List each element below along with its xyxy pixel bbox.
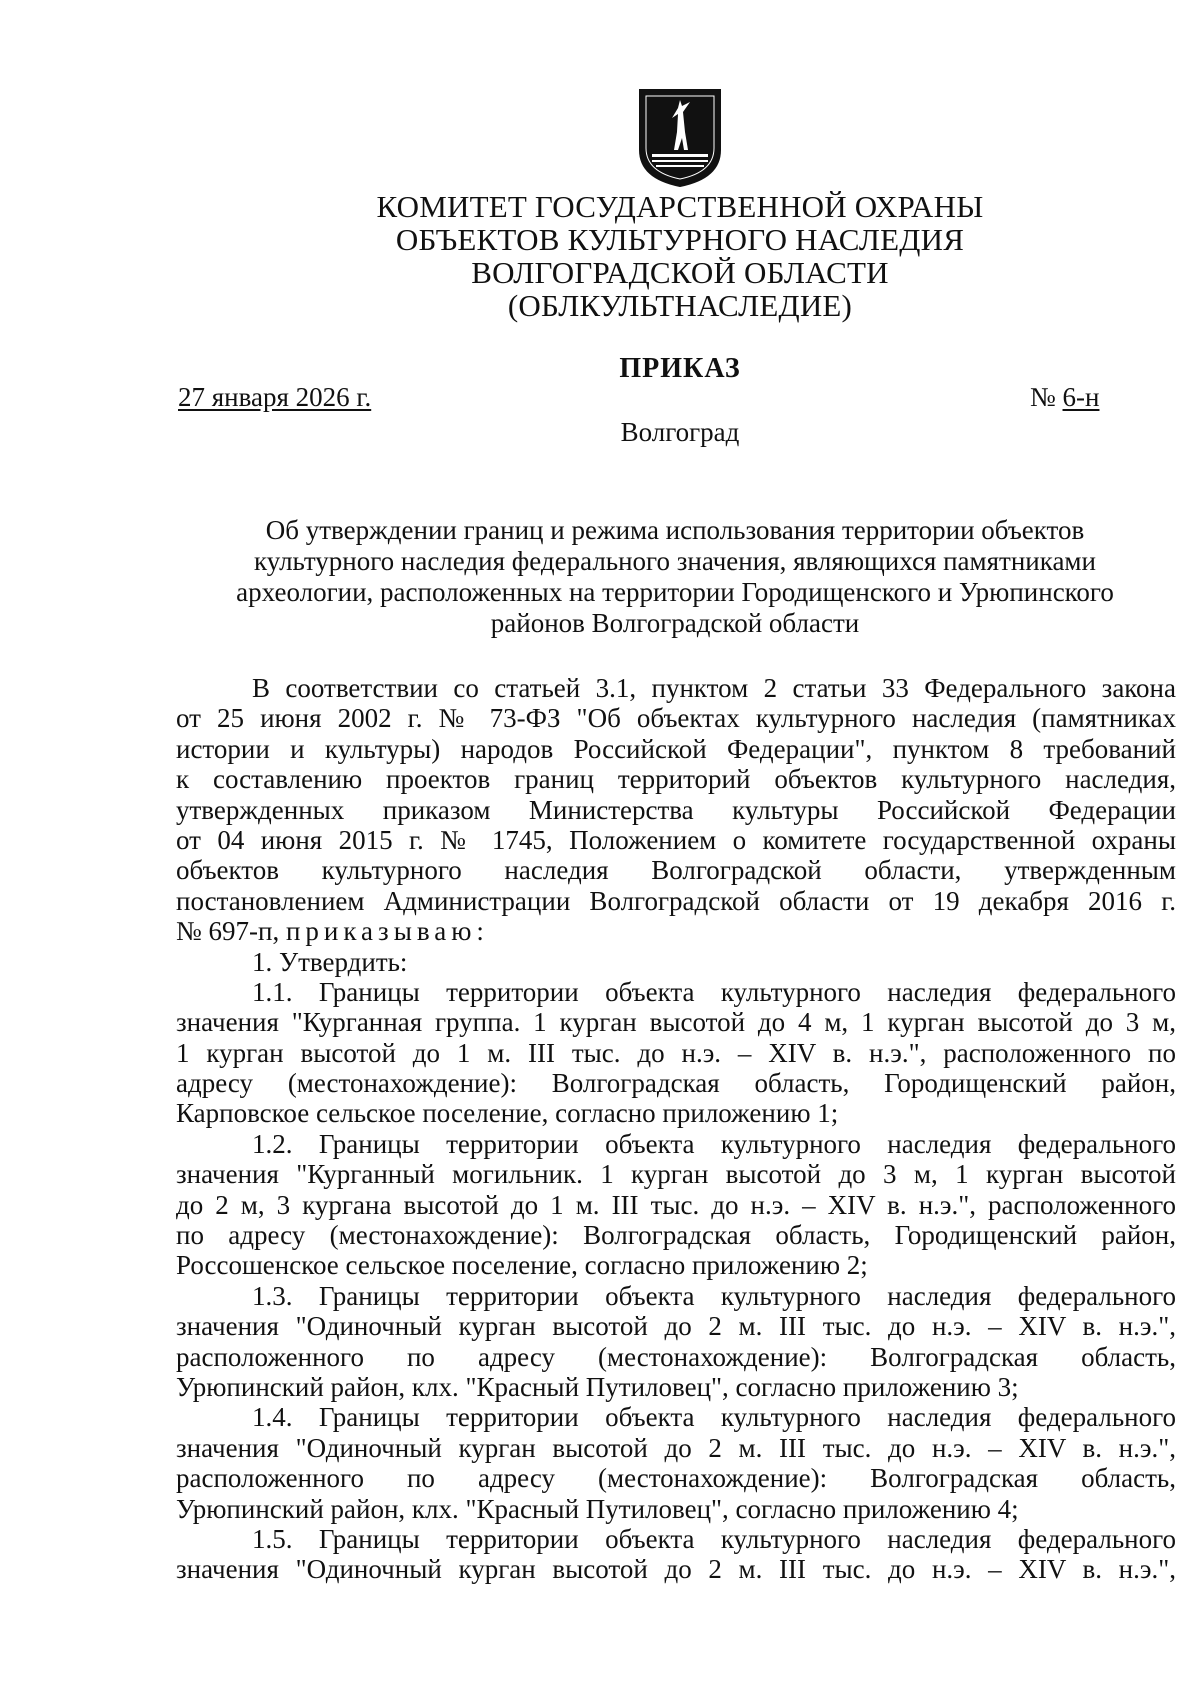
agency-name bbox=[300, 190, 1060, 322]
item-1-2-line: Россошенское сельское поселение, согласно приложению 2; bbox=[176, 1250, 868, 1281]
agency-line: ВОЛГОГРАДСКОЙ ОБЛАСТИ bbox=[471, 255, 889, 290]
subject-line: культурного наследия федерального значения, являющихся памятниками bbox=[254, 546, 1096, 576]
item-1: 1. Утвердить: bbox=[252, 946, 408, 977]
document-city: Волгоград bbox=[620, 417, 740, 447]
preamble-line: В соответствии со статьей 3.1, пунктом 2 статьи 33 Федерального закона bbox=[252, 673, 1176, 703]
document-number bbox=[1030, 382, 1099, 413]
preamble-line: постановлением Администрации Волгоградской области от 19 декабря 2016 г. bbox=[176, 885, 1176, 916]
document-number-prefix: № bbox=[1030, 382, 1063, 412]
preamble-line: истории и культуры) народов Российской Федерации", пунктом 8 требований bbox=[176, 733, 1176, 764]
preamble-line: от 25 июня 2002 г. № 73-ФЗ "Об объектах культурного наследия (памятниках bbox=[176, 703, 1176, 734]
item-1-3-line: значения "Одиночный курган высотой до 2 м. III тыс. до н.э. – XIV в. н.э.", bbox=[176, 1311, 1176, 1342]
document-number-value: 6-н bbox=[1062, 382, 1100, 412]
agency-line: ОБЪЕКТОВ КУЛЬТУРНОГО НАСЛЕДИЯ bbox=[395, 222, 965, 257]
item-1-3-line: расположенного по адресу (местонахождение): Волгоградская область, bbox=[176, 1341, 1176, 1372]
item-1-2-line: по адресу (местонахождение): Волгоградская область, Городищенский район, bbox=[176, 1220, 1176, 1251]
item-1-3-line: 1.3. Границы территории объекта культурного наследия федерального bbox=[252, 1280, 1176, 1311]
preamble-end: № 697-п, bbox=[176, 916, 280, 947]
item-1-5-line: значения "Одиночный курган высотой до 2 м. III тыс. до н.э. – XIV в. н.э.", bbox=[176, 1554, 1176, 1585]
order-word: приказываю: bbox=[285, 916, 489, 947]
coat-of-arms-icon bbox=[638, 88, 722, 188]
subject-line: археологии, расположенных на территории Городищенского и Урюпинского bbox=[236, 577, 1114, 607]
document-date: 27 января 2026 г. bbox=[178, 382, 372, 412]
item-1-1-line: значения "Курганная группа. 1 курган высотой до 4 м, 1 курган высотой до 3 м, bbox=[176, 1007, 1176, 1038]
document-body bbox=[176, 673, 1176, 1585]
agency-line: КОМИТЕТ ГОСУДАРСТВЕННОЙ ОХРАНЫ bbox=[376, 189, 984, 224]
preamble-closing-line bbox=[176, 916, 1176, 946]
item-1-1-line: 1.1. Границы территории объекта культурного наследия федерального bbox=[252, 976, 1176, 1007]
preamble-line: к составлению проектов границ территорий объектов культурного наследия, bbox=[176, 764, 1176, 795]
item-1-1-line: адресу (местонахождение): Волгоградская область, Городищенский район, bbox=[176, 1068, 1176, 1099]
preamble-line: объектов культурного наследия Волгоградской области, утвержденным bbox=[176, 855, 1176, 886]
item-1-4-line: значения "Одиночный курган высотой до 2 м. III тыс. до н.э. – XIV в. н.э.", bbox=[176, 1432, 1176, 1463]
item-1-3-line: Урюпинский район, клх. "Красный Путиловец", согласно приложению 3; bbox=[176, 1371, 1019, 1402]
item-1-2-line: 1.2. Границы территории объекта культурного наследия федерального bbox=[252, 1128, 1176, 1159]
subject-line: Об утверждении границ и режима использования территории объектов bbox=[265, 515, 1085, 545]
item-1-4-line: 1.4. Границы территории объекта культурного наследия федерального bbox=[252, 1402, 1176, 1433]
item-1-4-line: Урюпинский район, клх. "Красный Путиловец", согласно приложению 4; bbox=[176, 1493, 1019, 1524]
agency-abbreviation: (ОБЛКУЛЬТНАСЛЕДИЕ) bbox=[507, 288, 853, 323]
subject-line: районов Волгоградской области bbox=[490, 608, 860, 638]
item-1-1-line: 1 курган высотой до 1 м. III тыс. до н.э. – XIV в. н.э.", расположенного по bbox=[176, 1037, 1176, 1068]
item-1-2-line: до 2 м, 3 кургана высотой до 1 м. III тыс. до н.э. – XIV в. н.э.", расположенного bbox=[176, 1189, 1176, 1220]
document-type: ПРИКАЗ bbox=[619, 353, 741, 384]
preamble-line: от 04 июня 2015 г. № 1745, Положением о комитете государственной охраны bbox=[176, 824, 1176, 855]
item-1-4-line: расположенного по адресу (местонахождение): Волгоградская область, bbox=[176, 1463, 1176, 1494]
item-1-2-line: значения "Курганный могильник. 1 курган высотой до 3 м, 1 курган высотой bbox=[176, 1159, 1176, 1190]
document-subject bbox=[170, 515, 1180, 639]
preamble-line: утвержденных приказом Министерства культуры Российской Федерации bbox=[176, 794, 1176, 825]
item-1-1-line: Карповское сельское поселение, согласно приложению 1; bbox=[176, 1098, 839, 1129]
item-1-5-line: 1.5. Границы территории объекта культурного наследия федерального bbox=[252, 1523, 1176, 1554]
